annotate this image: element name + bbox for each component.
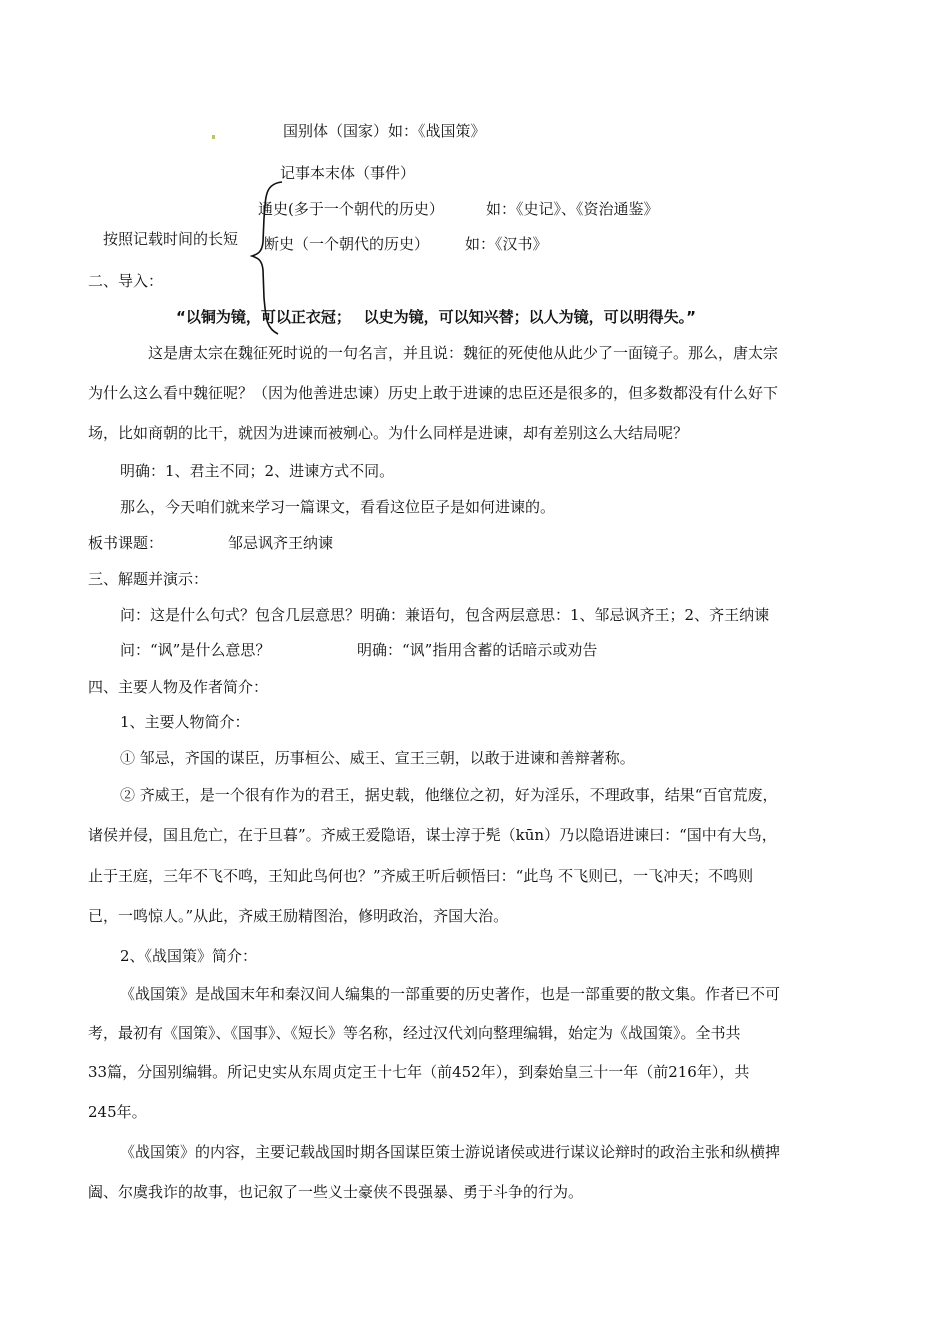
zhanguoce-line-4: 245年。 — [88, 1103, 147, 1121]
zhanguoce-line-1: 《战国策》是战国末年和秦汉间人编集的一部重要的历史著作，也是一部重要的散文集。作者已不可 — [120, 985, 781, 1003]
zouji-intro: ① 邹忌，齐国的谋臣，历事桓公、威王、宣王三朝，以敢于进谏和善辩著称。 — [120, 749, 635, 767]
question-2: 问：“讽”是什么意思？ — [120, 641, 271, 659]
subheading-characters: 1、主要人物简介： — [120, 713, 250, 731]
dynastic-history-line: 断史（一个朝代的历史） — [264, 235, 430, 253]
general-history-line: 通史(多于一个朝代的历史） — [258, 200, 444, 218]
clarify-line: 明确：1、君主不同；2、进谏方式不同。 — [120, 462, 395, 480]
by-time-label: 按照记载时间的长短 — [103, 230, 239, 248]
section2-heading: 二、导入： — [88, 272, 164, 290]
board-title: 邹忌讽齐王纳谏 — [228, 534, 334, 552]
intro-para-line-3: 场，比如商朝的比干，就因为进谏而被剜心。为什么同样是进谏，却有差别这么大结局呢？ — [88, 424, 689, 442]
content-line-1: 《战国策》的内容，主要记载战国时期各国谋臣策士游说诸侯或进行谋议论辩时的政治主张和纵横捭 — [120, 1143, 781, 1161]
intro-para-line-2: 为什么这么看中魏征呢？（因为他善进忠谏）历史上敢于进谏的忠臣还是很多的，但多数都没有什么好下 — [88, 384, 779, 402]
subheading-zhanguoce: 2、《战国策》简介： — [120, 947, 258, 965]
zhanguoce-line-3: 33篇，分国别编辑。所记史实从东周贞定王十七年（前452年），到秦始皇三十一年（前216年），共 — [88, 1063, 750, 1081]
question-1: 问：这是什么句式？包含几层意思？明确：兼语句，包含两层意思：1、邹忌讽齐王；2、齐王纳谏 — [120, 606, 770, 624]
section3-heading: 三、解题并演示： — [88, 570, 209, 588]
intro-para-line-1: 这是唐太宗在魏征死时说的一句名言，并且说：魏征的死使他从此少了一面镜子。那么，唐太宗 — [148, 344, 779, 362]
stray-mark — [212, 135, 215, 139]
weiwang-line-4: 已，一鸣惊人。”从此，齐威王励精图治，修明政治，齐国大治。 — [88, 907, 509, 925]
weiwang-line-1: ② 齐威王，是一个很有作为的君王，据史载，他继位之初，好为淫乐，不理政事，结果“百官荒废， — [120, 786, 778, 804]
weiwang-line-2: 诸侯并侵，国且危亡，在于旦暮”。齐威王爱隐语，谋士淳于髡（kūn）乃以隐语进谏曰：“国中有大鸟， — [88, 826, 777, 844]
dynastic-history-examples: 如：《汉书》 — [465, 235, 548, 253]
section4-heading: 四、主要人物及作者简介： — [88, 678, 269, 696]
transition-line: 那么，今天咱们就来学习一篇课文，看看这位臣子是如何进谏的。 — [120, 498, 556, 516]
board-label: 板书课题： — [88, 534, 164, 552]
general-history-examples: 如：《史记》、《资治通鉴》 — [486, 200, 659, 218]
answer-2: 明确：“讽”指用含蓄的话暗示或劝告 — [357, 641, 598, 659]
taizong-quote: “以铜为镜，可以正衣冠； 以史为镜，可以知兴替；以人为镜，可以明得失。” — [176, 308, 696, 326]
weiwang-line-3: 止于王庭，三年不飞不鸣，王知此鸟何也？”齐威王听后顿悟曰：“此鸟 不飞则已，一飞冲天；不鸣则 — [88, 867, 754, 885]
event-type-line: 记事本末体（事件） — [280, 164, 416, 182]
content-line-2: 阖、尔虞我诈的故事，也记叙了一些义士豪侠不畏强暴、勇于斗争的行为。 — [88, 1183, 584, 1201]
country-type-line: 国别体（国家）如：《战国策》 — [283, 122, 486, 140]
zhanguoce-line-2: 考，最初有《国策》、《国事》、《短长》等名称，经过汉代刘向整理编辑，始定为《战国策》。全书共 — [88, 1024, 741, 1042]
